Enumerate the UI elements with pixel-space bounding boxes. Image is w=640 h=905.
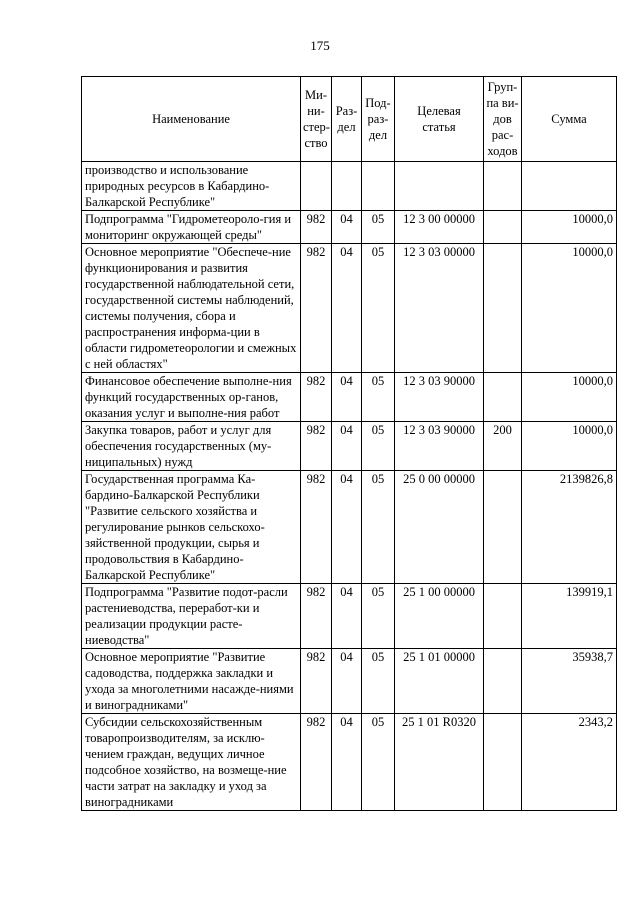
row-group: [484, 373, 522, 422]
row-subsection: 05: [362, 211, 395, 244]
row-sum: 10000,0: [522, 422, 617, 471]
table-row: [82, 244, 617, 373]
row-group: [484, 714, 522, 811]
row-sum: 10000,0: [522, 211, 617, 244]
row-ministry: 982: [301, 422, 332, 471]
row-group: [484, 162, 522, 211]
row-ministry: 982: [301, 373, 332, 422]
table-row: [82, 211, 617, 244]
page-number: 175: [310, 38, 330, 53]
header-group: Груп- па ви- дов рас- ходов: [484, 77, 522, 162]
row-name: Основное мероприятие "Развитие садоводства, поддержка закладки и ухода за многолетними насажде-ниями и виноградниками": [82, 649, 301, 714]
row-sum: 2343,2: [522, 714, 617, 811]
row-target: [395, 162, 484, 211]
header-target: Целевая статья: [395, 77, 484, 162]
row-sum: 10000,0: [522, 373, 617, 422]
row-subsection: 05: [362, 649, 395, 714]
header-subsection: Под- раз- дел: [362, 77, 395, 162]
table-row: [82, 714, 617, 811]
row-section: 04: [332, 422, 362, 471]
table-row: [82, 373, 617, 422]
row-sum: 2139826,8: [522, 471, 617, 584]
row-target: 25 1 00 00000: [395, 584, 484, 649]
table-row: [82, 471, 617, 584]
row-subsection: 05: [362, 244, 395, 373]
row-target: 25 1 01 R0320: [395, 714, 484, 811]
header-sum: Сумма: [522, 77, 617, 162]
row-name: Государственная программа Ка-бардино-Балкарской Республики "Развитие сельского хозяйства и регулирование рынков сельскохо-зяйственной продукции, сырья и продовольствия в Кабардино-Балкарской Республике": [82, 471, 301, 584]
row-group: 200: [484, 422, 522, 471]
row-section: 04: [332, 471, 362, 584]
row-name: Финансовое обеспечение выполне-ния функций государственных ор-ганов, оказания услуг и выполне-ния работ: [82, 373, 301, 422]
row-subsection: [362, 162, 395, 211]
row-name: Основное мероприятие "Обеспече-ние функционирования и развития государственной наблюдательной сети, государственной системы наблюдений, системы получения, сбора и распространения информа-ции в области гидрометеорологии и смежных с ней областях": [82, 244, 301, 373]
row-name: Подпрограмма "Развитие подот-расли растениеводства, переработ-ки и реализации продукции расте-ниеводства": [82, 584, 301, 649]
budget-table: [81, 76, 617, 811]
header-name: Наименование: [82, 77, 301, 162]
table-header-row: [82, 77, 617, 162]
row-section: 04: [332, 211, 362, 244]
row-name: Подпрограмма "Гидрометеороло-гия и мониторинг окружающей среды": [82, 211, 301, 244]
row-sum: [522, 162, 617, 211]
header-ministry: Ми- ни- стер- ство: [301, 77, 332, 162]
row-target: 12 3 03 00000: [395, 244, 484, 373]
row-ministry: 982: [301, 649, 332, 714]
row-subsection: 05: [362, 714, 395, 811]
row-name: Закупка товаров, работ и услуг для обеспечения государственных (му-ниципальных) нужд: [82, 422, 301, 471]
row-section: [332, 162, 362, 211]
row-subsection: 05: [362, 422, 395, 471]
row-section: 04: [332, 584, 362, 649]
row-target: 25 1 01 00000: [395, 649, 484, 714]
row-name: производство и использование природных ресурсов в Кабардино-Балкарской Республике": [82, 162, 301, 211]
table-row: [82, 584, 617, 649]
row-ministry: 982: [301, 244, 332, 373]
row-sum: 35938,7: [522, 649, 617, 714]
row-section: 04: [332, 244, 362, 373]
row-target: 12 3 03 90000: [395, 373, 484, 422]
table-row: [82, 162, 617, 211]
row-name: Субсидии сельскохозяйственным товаропроизводителям, за исклю-чением граждан, ведущих личное подсобное хозяйство, на возмеще-ние части затрат на закладку и уход за виноградниками: [82, 714, 301, 811]
row-sum: 139919,1: [522, 584, 617, 649]
row-ministry: 982: [301, 584, 332, 649]
header-section: Раз- дел: [332, 77, 362, 162]
row-subsection: 05: [362, 373, 395, 422]
row-ministry: 982: [301, 471, 332, 584]
row-group: [484, 211, 522, 244]
row-target: 25 0 00 00000: [395, 471, 484, 584]
row-ministry: 982: [301, 211, 332, 244]
row-sum: 10000,0: [522, 244, 617, 373]
row-group: [484, 244, 522, 373]
row-ministry: [301, 162, 332, 211]
table-row: [82, 649, 617, 714]
row-subsection: 05: [362, 584, 395, 649]
row-group: [484, 649, 522, 714]
row-section: 04: [332, 373, 362, 422]
row-section: 04: [332, 649, 362, 714]
row-group: [484, 471, 522, 584]
row-target: 12 3 03 90000: [395, 422, 484, 471]
row-ministry: 982: [301, 714, 332, 811]
row-target: 12 3 00 00000: [395, 211, 484, 244]
table-row: [82, 422, 617, 471]
row-subsection: 05: [362, 471, 395, 584]
row-section: 04: [332, 714, 362, 811]
row-group: [484, 584, 522, 649]
